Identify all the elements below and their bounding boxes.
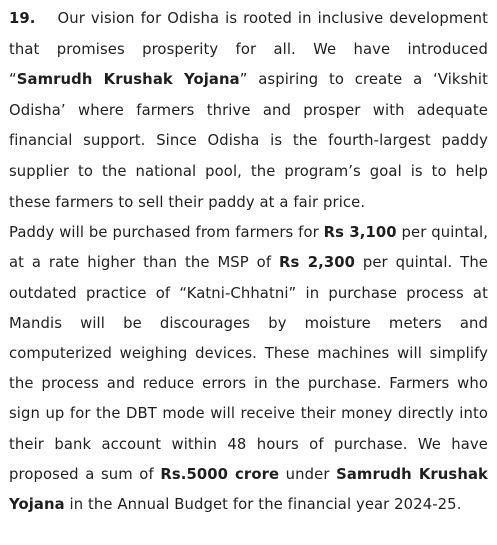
paragraph-text: per quintal, at a rate higher than the MSP of [9, 224, 488, 272]
paragraph-text: in the Annual Budget for the financial year 2024-25. [64, 495, 462, 513]
paragraph-text: Paddy will be purchased from farmers for [9, 224, 324, 242]
purchase-rate: Rs 3,100 [323, 224, 397, 242]
paragraph-paddy-purchase [9, 218, 488, 520]
paragraph-text: Our vision for Odisha is rooted in inclusive development that promises prosperity for all. We have introduced “ [9, 10, 488, 89]
scheme-name: Samrudh Krushak Yojana [9, 465, 488, 513]
paragraph-number: 19. [9, 10, 36, 27]
budget-amount: Rs.5000 crore [160, 465, 280, 483]
paragraph-text: ” aspiring to create a ‘Vikshit Odisha’ where farmers thrive and prosper with adequate financial support. Since Odisha is the fourth-largest paddy supplier to the national pool, the program’s goal is to help these farmers to sell their paddy at a fair price. [9, 71, 488, 211]
paragraph-19 [9, 4, 488, 218]
msp-rate: Rs 2,300 [279, 254, 356, 272]
scheme-name: Samrudh Krushak Yojana [16, 71, 240, 89]
paragraph-text: per quintal. The outdated practice of “Katni-Chhatni” in purchase process at Mandis will be discourages by moisture meters and computerized weighing devices. These machines will simplify the process and reduce errors in the purchase. Farmers who sign up for the DBT mode will receive their money directly into their bank account within 48 hours of purchase. We have proposed a sum of [9, 254, 489, 483]
paragraph-text: under [279, 465, 337, 483]
